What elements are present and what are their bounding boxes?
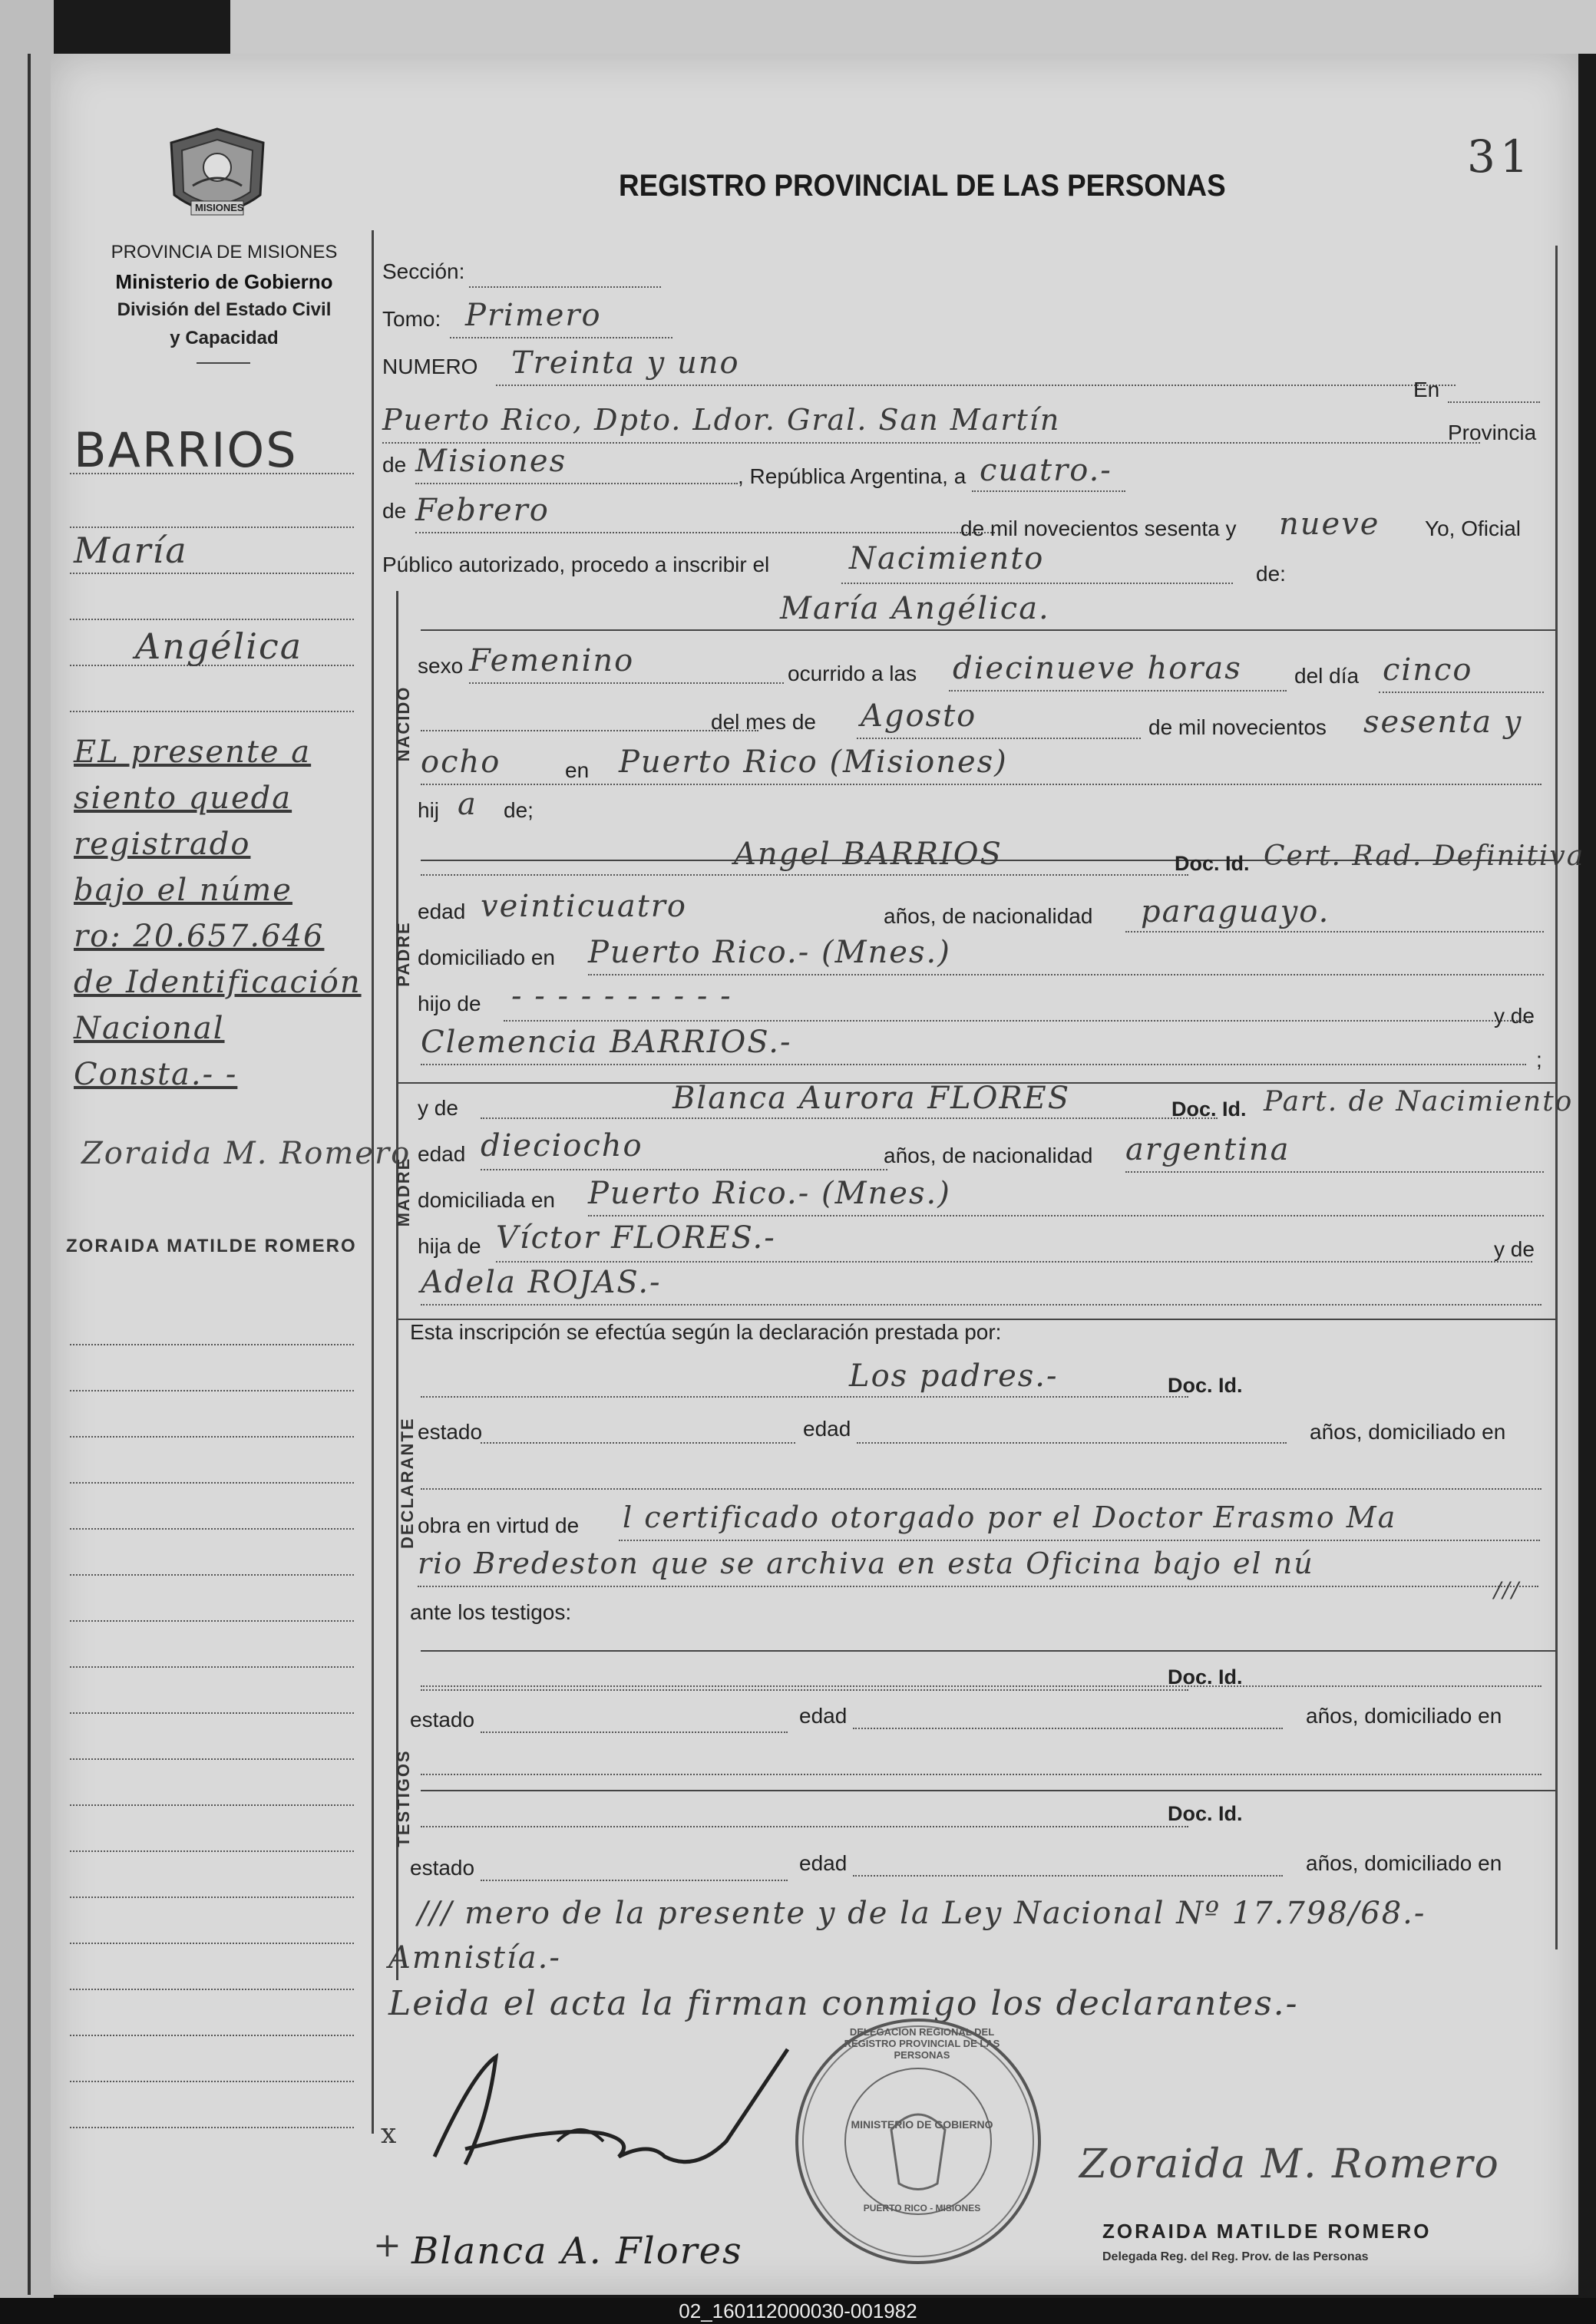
madre-hija-value: Víctor FLORES.- — [496, 1220, 776, 1256]
madre-doc-label: Doc. Id. — [1171, 1098, 1247, 1121]
seal-inner-text: MINISTERIO DE GOBIERNO — [851, 2118, 993, 2131]
margin-surname: BARRIOS — [74, 422, 298, 478]
testigo2-doc-label: Doc. Id. — [1168, 1802, 1243, 1825]
acto-value: Nacimiento — [849, 541, 1045, 576]
hij-value: a — [458, 787, 477, 822]
madre-nombre: Blanca Aurora FLORES — [672, 1081, 1071, 1116]
padre-doc-value: Cert. Rad. Definitiva — [1264, 840, 1585, 872]
margin-name-1: María — [74, 530, 188, 571]
anio-label: de mil novecientos sesenta y — [960, 517, 1237, 540]
padre-nac-value: paraguayo. — [1141, 894, 1330, 929]
closing-line-1: /// mero de la presente y de la Ley Nacional Nº 17.798/68.- — [418, 1896, 1426, 1931]
margin-name-2: Angélica — [135, 626, 303, 667]
madre-madre-nombre: Adela ROJAS.- — [421, 1265, 662, 1300]
madre-nac-label: años, de nacionalidad — [884, 1144, 1093, 1167]
footer-id: 02_160112000030-001982 — [679, 2299, 917, 2322]
testigo2-edad-label: edad — [799, 1851, 848, 1875]
official-stamp-name: ZORAIDA MATILDE ROMERO — [1102, 2220, 1432, 2243]
hora-value: diecinueve horas — [953, 651, 1242, 686]
document-title: REGISTRO PROVINCIAL DE LAS PERSONAS — [619, 169, 1226, 203]
province-label: PROVINCIA DE MISIONES — [111, 242, 338, 262]
madre-dom-value: Puerto Rico.- (Mnes.) — [588, 1176, 951, 1211]
seal-bottom-text: PUERTO RICO - MISIONES — [863, 2203, 981, 2213]
seal-ring-text: DELEGACION REGIONAL DEL REGISTRO PROVINCIAL DE LAS PERSONAS — [844, 2026, 1000, 2061]
anio-nac-label: de mil novecientos — [1148, 715, 1327, 739]
madre-edad-label: edad — [418, 1142, 466, 1166]
closing-line-3: Leida el acta la firman conmigo los declarantes.- — [388, 1984, 1299, 2023]
madre-dom-label: domiciliada en — [418, 1188, 555, 1212]
official-stamp-title: Delegada Reg. del Reg. Prov. de las Personas — [1102, 2250, 1369, 2263]
margin-note-line: de Identificación — [74, 965, 362, 1000]
margin-note-line: ro: 20.657.646 — [74, 919, 325, 954]
de-label: de — [382, 453, 407, 477]
mes-value: Agosto — [861, 698, 977, 734]
seal-label: MISIONES — [195, 202, 244, 213]
margin-stamp: ZORAIDA MATILDE ROMERO — [66, 1236, 357, 1256]
mes-escritura-value: Febrero — [415, 493, 550, 528]
sexo-value: Femenino — [469, 643, 635, 678]
madre-y-de-label-2: y de — [1494, 1237, 1535, 1261]
ocurrido-label: ocurrido a las — [788, 662, 917, 685]
republica-label: , República Argentina, a — [738, 464, 967, 488]
padre-edad-label: edad — [418, 900, 466, 923]
nacido-side-label: NACIDO — [394, 685, 413, 762]
testigo1-dom-label: años, domiciliado en — [1306, 1704, 1502, 1728]
official-signature: Zoraida M. Romero — [1079, 2141, 1500, 2187]
division-label: División del Estado Civil — [117, 299, 332, 320]
tomo-label: Tomo: — [382, 307, 441, 331]
de-label-2: de — [382, 499, 407, 523]
margin-note — [74, 729, 362, 1098]
margin-signature: Zoraida M. Romero — [81, 1136, 411, 1171]
mother-signature: Blanca A. Flores — [411, 2230, 743, 2273]
testigo1-doc-label: Doc. Id. — [1168, 1665, 1243, 1689]
declarante-intro: Esta inscripción se efectúa según la declaración prestada por: — [410, 1320, 1002, 1344]
margin-note-line: registrado — [74, 827, 251, 862]
signature-plus: + — [373, 2226, 403, 2265]
padre-y-de-label: y de — [1494, 1004, 1535, 1028]
padre-semicolon: ; — [1536, 1048, 1542, 1071]
provincial-seal-icon — [162, 124, 273, 232]
obra-label: obra en virtud de — [418, 1514, 580, 1537]
padre-nombre: Angel BARRIOS — [734, 837, 1003, 872]
declarante-doc-label: Doc. Id. — [1168, 1374, 1243, 1397]
margin-note-line: siento queda — [74, 781, 292, 816]
ministry-label: Ministerio de Gobierno — [115, 270, 333, 293]
padre-hijo-value: - - - - - - - - - - — [511, 979, 732, 1014]
declarante-edad-label: edad — [803, 1417, 851, 1441]
seccion-label: Sección: — [382, 259, 465, 283]
testigos-side-label: TESTIGOS — [394, 1749, 413, 1847]
padre-dom-value: Puerto Rico.- (Mnes.) — [588, 935, 951, 970]
lugar-nac-value: Puerto Rico (Misiones) — [619, 744, 1008, 780]
en-label: En — [1413, 378, 1440, 401]
dia-escritura-value: cuatro.- — [980, 453, 1112, 488]
en-nac-label: en — [565, 758, 590, 782]
hij-de-label: de; — [504, 798, 534, 822]
obra-value-2: rio Bredeston que se archiva en esta Oficina bajo el nú — [418, 1547, 1314, 1580]
anio-nac-value-2: ocho — [421, 744, 501, 780]
page-number: 31 — [1467, 130, 1533, 183]
madre-doc-value: Part. de Nacimiento — [1264, 1086, 1574, 1117]
testigo2-dom-label: años, domiciliado en — [1306, 1851, 1502, 1875]
closing-line-2: Amnistía.- — [388, 1940, 561, 1976]
madre-hija-label: hija de — [418, 1234, 481, 1258]
madre-edad-value: dieciocho — [481, 1128, 643, 1164]
anio-escritura-value: nueve — [1279, 507, 1380, 542]
margin-note-line: Consta.- - — [74, 1057, 238, 1092]
provincia-label: Provincia — [1448, 421, 1537, 444]
del-dia-label: del día — [1294, 664, 1360, 688]
publico-label: Público autorizado, procedo a inscribir el — [382, 553, 770, 576]
numero-value: Treinta y uno — [511, 345, 740, 381]
obra-value-3: /// — [1494, 1577, 1521, 1603]
padre-nac-label: años, de nacionalidad — [884, 904, 1093, 928]
nacido-nombre: María Angélica. — [780, 591, 1050, 626]
madre-nac-value: argentina — [1125, 1132, 1290, 1167]
margin-note-line: bajo el núme — [74, 873, 292, 908]
padre-side-label: PADRE — [394, 921, 413, 987]
footer-bar — [0, 2298, 1596, 2324]
obra-value-1: l certificado otorgado por el Doctor Erasmo Ma — [623, 1500, 1397, 1534]
padre-dom-label: domiciliado en — [418, 946, 555, 969]
top-page-edge — [230, 0, 1596, 54]
provincia-value: Misiones — [415, 444, 567, 479]
testigo1-estado-label: estado — [410, 1708, 475, 1731]
father-signature-icon — [404, 2026, 803, 2195]
testigo1-edad-label: edad — [799, 1704, 848, 1728]
margin-note-line: EL presente a — [74, 735, 312, 770]
ante-testigos-label: ante los testigos: — [410, 1600, 572, 1624]
document-page — [51, 54, 1585, 2295]
padre-hijo-label: hijo de — [418, 992, 481, 1015]
madre-side-label: MADRE — [394, 1157, 413, 1227]
lugar-value: Puerto Rico, Dpto. Ldor. Gral. San Martín — [382, 403, 1061, 437]
margin-note-line: Nacional — [74, 1011, 225, 1046]
numero-label: NUMERO — [382, 355, 478, 378]
declarante-side-label: DECLARANTE — [398, 1417, 417, 1549]
testigo2-estado-label: estado — [410, 1856, 475, 1880]
madre-y-de-label: y de — [418, 1096, 458, 1120]
left-page-edge — [0, 0, 54, 2303]
division-label-2: y Capacidad — [170, 328, 279, 348]
oficial-label: Yo, Oficial — [1425, 517, 1522, 540]
anio-nac-value: sesenta y — [1363, 705, 1523, 740]
tomo-value: Primero — [465, 298, 602, 333]
dia-value: cinco — [1383, 652, 1473, 688]
padre-madre-nombre: Clemencia BARRIOS.- — [421, 1025, 792, 1060]
declarante-estado-label: estado — [418, 1420, 483, 1444]
padre-edad-value: veinticuatro — [481, 889, 687, 924]
sexo-label: sexo — [418, 654, 464, 678]
hij-label: hij — [418, 798, 440, 822]
declarante-dom-label: años, domiciliado en — [1310, 1420, 1506, 1444]
signature-x: x — [381, 2118, 398, 2150]
declarante-nombre: Los padres.- — [849, 1358, 1059, 1394]
mes-label: del mes de — [711, 710, 816, 734]
padre-doc-label: Doc. Id. — [1175, 852, 1250, 875]
de-colon-label: de: — [1256, 562, 1286, 586]
